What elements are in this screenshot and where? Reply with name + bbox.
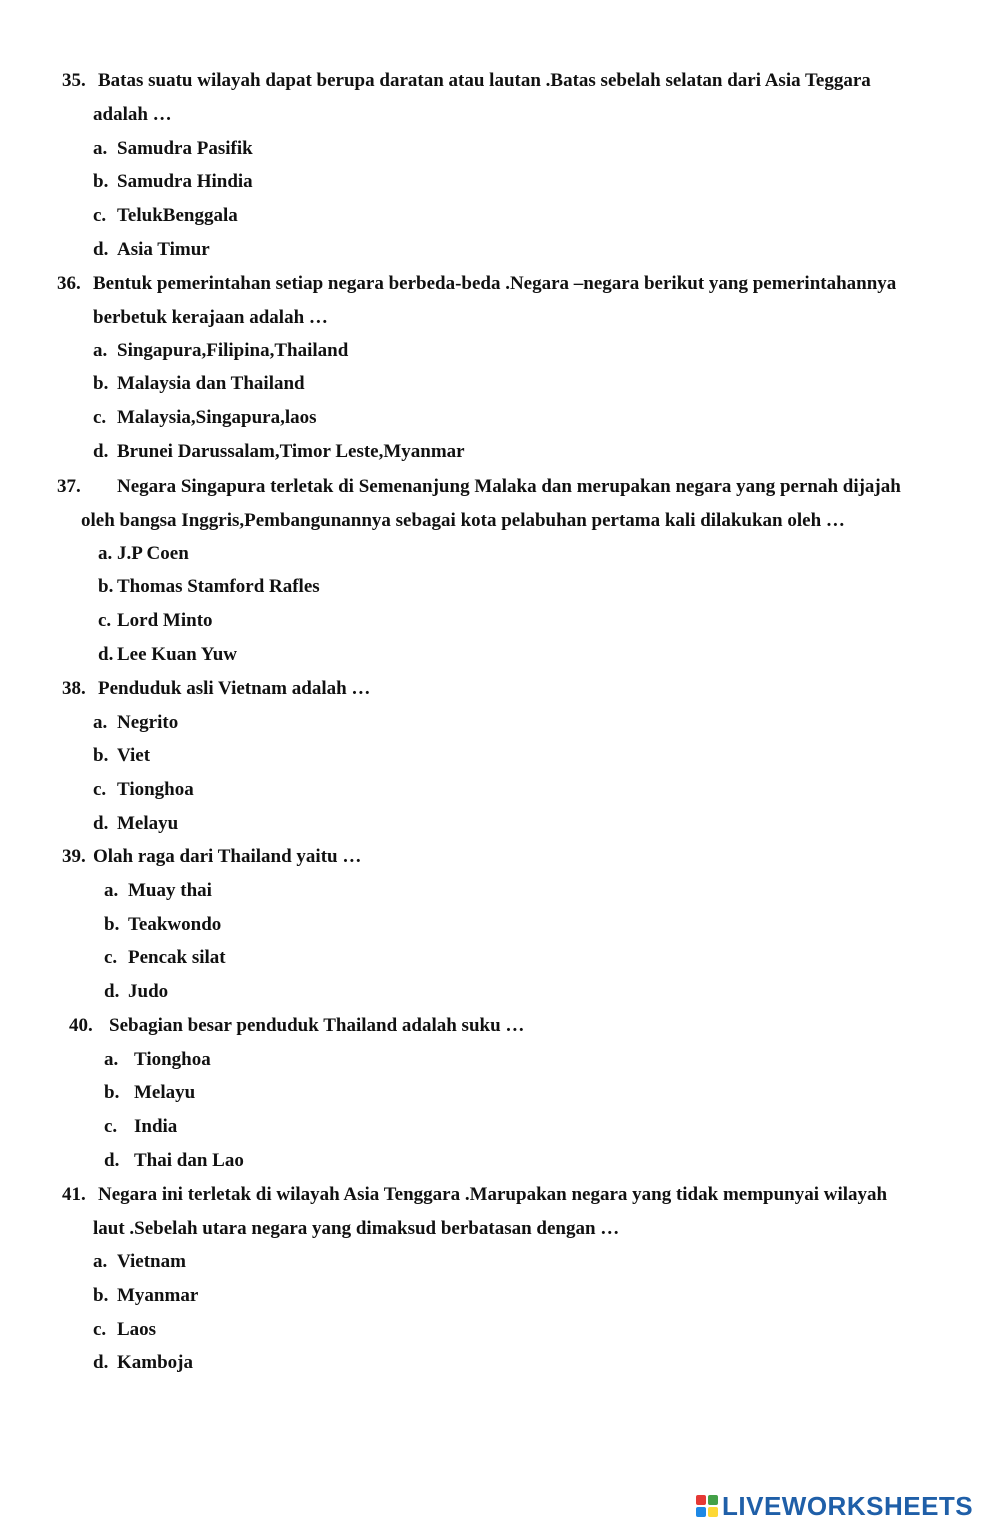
q37-option-a[interactable]: J.P Coen bbox=[117, 543, 189, 564]
q36-option-c-letter: c. bbox=[93, 407, 107, 428]
q41-text-line2: laut .Sebelah utara negara yang dimaksud berbatasan dengan … bbox=[93, 1218, 620, 1239]
q41-option-c-letter: c. bbox=[93, 1319, 107, 1340]
q41-text-line1: Negara ini terletak di wilayah Asia Tenggara .Marupakan negara yang tidak mempunyai wilayah bbox=[98, 1184, 888, 1205]
q40-option-d[interactable]: Thai dan Lao bbox=[134, 1150, 244, 1171]
q36-option-d[interactable]: Brunei Darussalam,Timor Leste,Myanmar bbox=[117, 441, 465, 462]
q35-text-line2: adalah … bbox=[93, 104, 172, 125]
q38-number: 38. bbox=[62, 678, 86, 699]
q36-option-d-letter: d. bbox=[93, 441, 109, 462]
q36-option-a-letter: a. bbox=[93, 340, 108, 361]
q39-option-c[interactable]: Pencak silat bbox=[128, 947, 226, 968]
q39-number: 39. bbox=[62, 846, 86, 867]
q36-option-a[interactable]: Singapura,Filipina,Thailand bbox=[117, 340, 349, 361]
q41-option-a[interactable]: Vietnam bbox=[117, 1251, 186, 1272]
q40-option-c-letter: c. bbox=[104, 1116, 118, 1137]
liveworksheets-logo-icon bbox=[696, 1495, 718, 1517]
q36-option-c[interactable]: Malaysia,Singapura,laos bbox=[117, 407, 317, 428]
q38-option-c[interactable]: Tionghoa bbox=[117, 779, 194, 800]
q37-option-d[interactable]: Lee Kuan Yuw bbox=[117, 644, 238, 665]
q37-number: 37. bbox=[57, 476, 81, 497]
liveworksheets-brand: LIVEWORKSHEETS bbox=[722, 1490, 974, 1521]
q40-option-a-letter: a. bbox=[104, 1049, 119, 1070]
q37-text-line2: oleh bangsa Inggris,Pembangunannya sebagai kota pelabuhan pertama kali dilakukan oleh … bbox=[81, 510, 845, 531]
q39-text-line1: Olah raga dari Thailand yaitu … bbox=[93, 846, 362, 867]
q38-option-b-letter: b. bbox=[93, 745, 109, 766]
q37-option-b[interactable]: Thomas Stamford Rafles bbox=[117, 576, 320, 597]
liveworksheets-logo bbox=[696, 1489, 973, 1523]
q38-option-a-letter: a. bbox=[93, 712, 108, 733]
q37-option-d-letter: d. bbox=[98, 644, 114, 665]
logo-square-1 bbox=[696, 1495, 706, 1505]
q40-text-line1: Sebagian besar penduduk Thailand adalah suku … bbox=[109, 1015, 525, 1036]
q40-option-a[interactable]: Tionghoa bbox=[134, 1049, 211, 1070]
logo-square-3 bbox=[696, 1507, 706, 1517]
q35-option-a[interactable]: Samudra Pasifik bbox=[117, 138, 253, 159]
q35-option-d-letter: d. bbox=[93, 239, 109, 260]
q38-option-b[interactable]: Viet bbox=[117, 745, 151, 766]
q36-text-line1: Bentuk pemerintahan setiap negara berbeda-beda .Negara –negara berikut yang pemerintahannya bbox=[93, 273, 897, 294]
q35-option-b[interactable]: Samudra Hindia bbox=[117, 171, 253, 192]
q35-option-b-letter: b. bbox=[93, 171, 109, 192]
q40-option-c[interactable]: India bbox=[134, 1116, 178, 1137]
q41-option-d-letter: d. bbox=[93, 1352, 109, 1373]
q38-option-d-letter: d. bbox=[93, 813, 109, 834]
q37-text-line1: Negara Singapura terletak di Semenanjung Malaka dan merupakan negara yang pernah dijajah bbox=[117, 476, 901, 497]
q38-text-line1: Penduduk asli Vietnam adalah … bbox=[98, 678, 371, 699]
q35-text-line1: Batas suatu wilayah dapat berupa daratan atau lautan .Batas sebelah selatan dari Asia Teggara bbox=[98, 70, 871, 91]
q35-option-c[interactable]: TelukBenggala bbox=[117, 205, 238, 226]
q37-option-b-letter: b. bbox=[98, 576, 114, 597]
q40-option-d-letter: d. bbox=[104, 1150, 120, 1171]
q35-option-c-letter: c. bbox=[93, 205, 107, 226]
q39-option-a-letter: a. bbox=[104, 880, 119, 901]
q39-option-d-letter: d. bbox=[104, 981, 120, 1002]
q38-option-d[interactable]: Melayu bbox=[117, 813, 179, 834]
q38-option-c-letter: c. bbox=[93, 779, 107, 800]
q36-option-b[interactable]: Malaysia dan Thailand bbox=[117, 373, 305, 394]
logo-square-2 bbox=[708, 1495, 718, 1505]
q37-option-c[interactable]: Lord Minto bbox=[117, 610, 213, 631]
q40-option-b[interactable]: Melayu bbox=[134, 1082, 196, 1103]
q37-option-c-letter: c. bbox=[98, 610, 112, 631]
q39-option-d[interactable]: Judo bbox=[128, 981, 169, 1002]
q41-option-b[interactable]: Myanmar bbox=[117, 1285, 199, 1306]
logo-square-4 bbox=[708, 1507, 718, 1517]
q39-option-b[interactable]: Teakwondo bbox=[128, 914, 222, 935]
q39-option-b-letter: b. bbox=[104, 914, 120, 935]
q39-option-c-letter: c. bbox=[104, 947, 118, 968]
q41-option-c[interactable]: Laos bbox=[117, 1319, 157, 1340]
q41-option-b-letter: b. bbox=[93, 1285, 109, 1306]
q41-option-d[interactable]: Kamboja bbox=[117, 1352, 193, 1373]
q41-option-a-letter: a. bbox=[93, 1251, 108, 1272]
q40-number: 40. bbox=[69, 1015, 93, 1036]
q36-number: 36. bbox=[57, 273, 81, 294]
q36-option-b-letter: b. bbox=[93, 373, 109, 394]
q35-option-d[interactable]: Asia Timur bbox=[117, 239, 210, 260]
q41-number: 41. bbox=[62, 1184, 86, 1205]
q39-option-a[interactable]: Muay thai bbox=[128, 880, 212, 901]
q36-text-line2: berbetuk kerajaan adalah … bbox=[93, 307, 328, 328]
q38-option-a[interactable]: Negrito bbox=[117, 712, 179, 733]
q35-option-a-letter: a. bbox=[93, 138, 108, 159]
q40-option-b-letter: b. bbox=[104, 1082, 120, 1103]
q35-number: 35. bbox=[62, 70, 86, 91]
q37-option-a-letter: a. bbox=[98, 543, 113, 564]
